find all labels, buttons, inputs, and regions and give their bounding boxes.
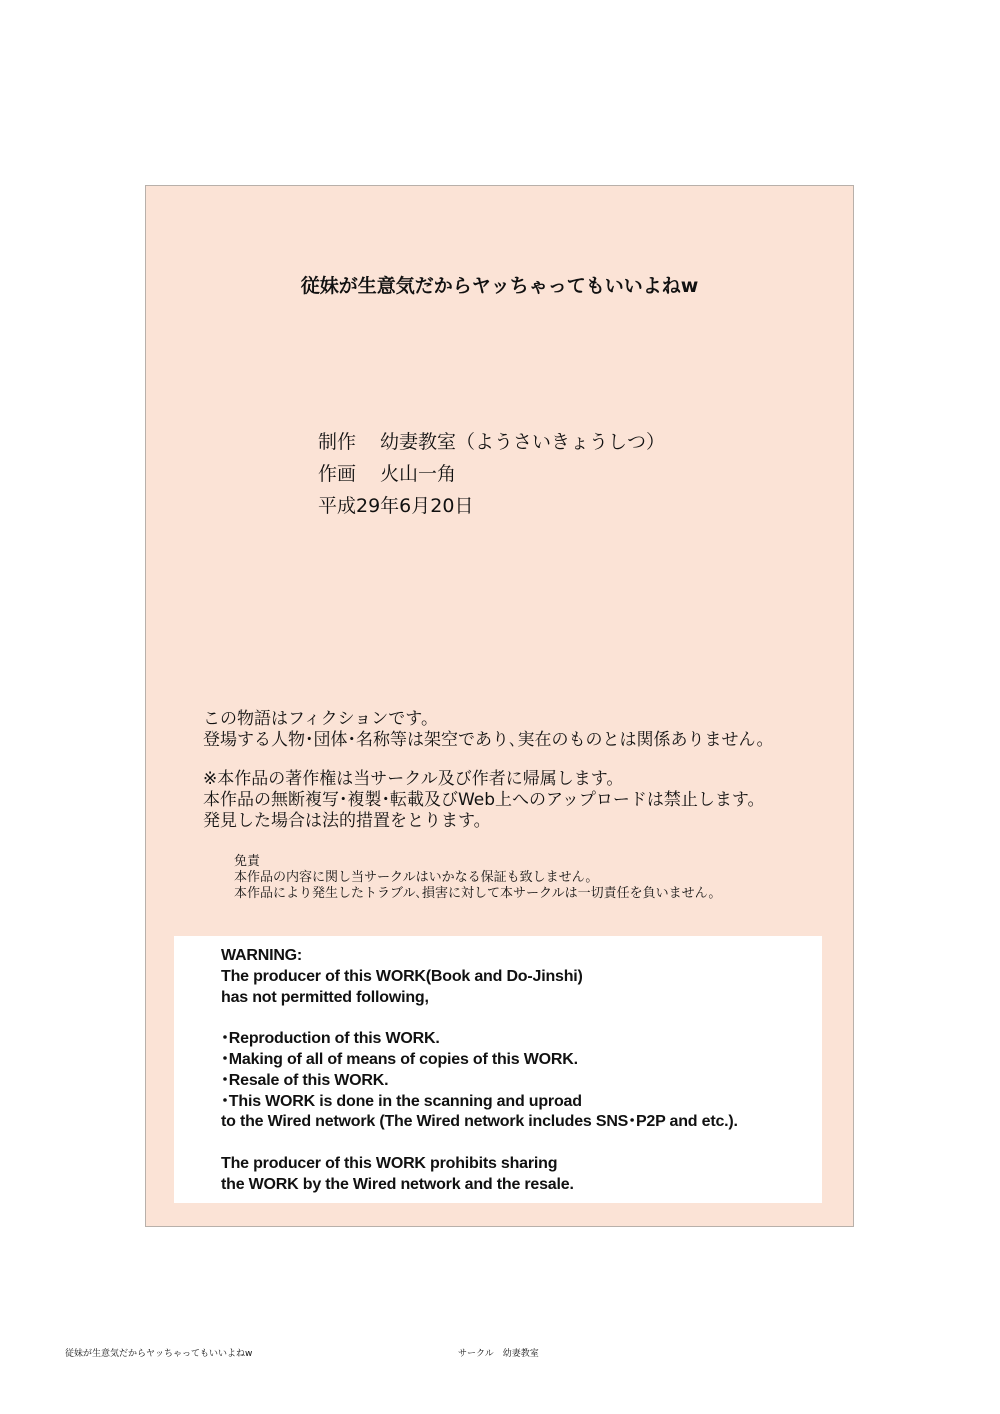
- credit-artist-value: 火山一角: [380, 463, 457, 485]
- credits-block: [318, 426, 665, 522]
- warning-item: ･Making of all of means of copies of this WORK.: [221, 1050, 578, 1068]
- page-footer-title: 従妹が生意気だからヤッちゃってもいいよねw: [65, 1349, 253, 1359]
- colophon-panel: [145, 185, 854, 1227]
- warning-header-line: WARNING:: [221, 947, 303, 964]
- copyright-notice-line: ※本作品の著作権は当サークル及び作者に帰属します。: [203, 769, 624, 789]
- copyright-notice-line: 本作品の無断複写･複製･転載及びWeb上へのアップロードは禁止します。: [203, 790, 765, 810]
- credit-production-value: 幼妻教室（ようさいきょうしつ）: [380, 431, 666, 453]
- disclaimer-block: [234, 854, 721, 902]
- warning-header-line: has not permitted following,: [221, 988, 429, 1006]
- disclaimer-line: 本作品により発生したトラブル､損害に対して本サークルは一切責任を負いません。: [234, 886, 722, 901]
- warning-spacer: [221, 1133, 738, 1154]
- legal-notice: [203, 709, 774, 832]
- warning-item: ･Reproduction of this WORK.: [221, 1030, 440, 1048]
- notice-spacer: [203, 751, 774, 769]
- credit-production-key: 制作: [318, 431, 357, 453]
- work-title: 従妹が生意気だからヤッちゃってもいいよねw: [300, 275, 699, 297]
- fiction-notice-line: 登場する人物･団体･名称等は架空であり､実在のものとは関係ありません。: [203, 730, 774, 750]
- publish-date: 平成29年6月20日: [318, 495, 474, 517]
- warning-header-line: The producer of this WORK(Book and Do-Jinshi): [221, 967, 583, 985]
- disclaimer-heading: 免責: [234, 854, 261, 869]
- page-footer-circle: サークル 幼妻教室: [458, 1349, 539, 1359]
- copyright-notice-line: 発見した場合は法的措置をとります。: [203, 811, 491, 831]
- warning-item: ･Resale of this WORK.: [221, 1071, 389, 1089]
- warning-footer-line: the WORK by the Wired network and the resale.: [221, 1175, 574, 1193]
- warning-box: [174, 936, 822, 1203]
- fiction-notice-line: この物語はフィクションです。: [203, 709, 438, 729]
- warning-spacer: [221, 1008, 738, 1029]
- credit-artist-key: 作画: [318, 463, 357, 485]
- warning-footer-line: The producer of this WORK prohibits sharing: [221, 1154, 558, 1172]
- warning-text: [221, 946, 738, 1196]
- disclaimer-line: 本作品の内容に関し当サークルはいかなる保証も致しません。: [234, 870, 599, 885]
- warning-item: to the Wired network (The Wired network includes SNS･P2P and etc.).: [221, 1113, 738, 1131]
- credit-artist: [318, 458, 665, 490]
- credit-production: [318, 426, 665, 458]
- warning-item: ･This WORK is done in the scanning and uproad: [221, 1092, 582, 1110]
